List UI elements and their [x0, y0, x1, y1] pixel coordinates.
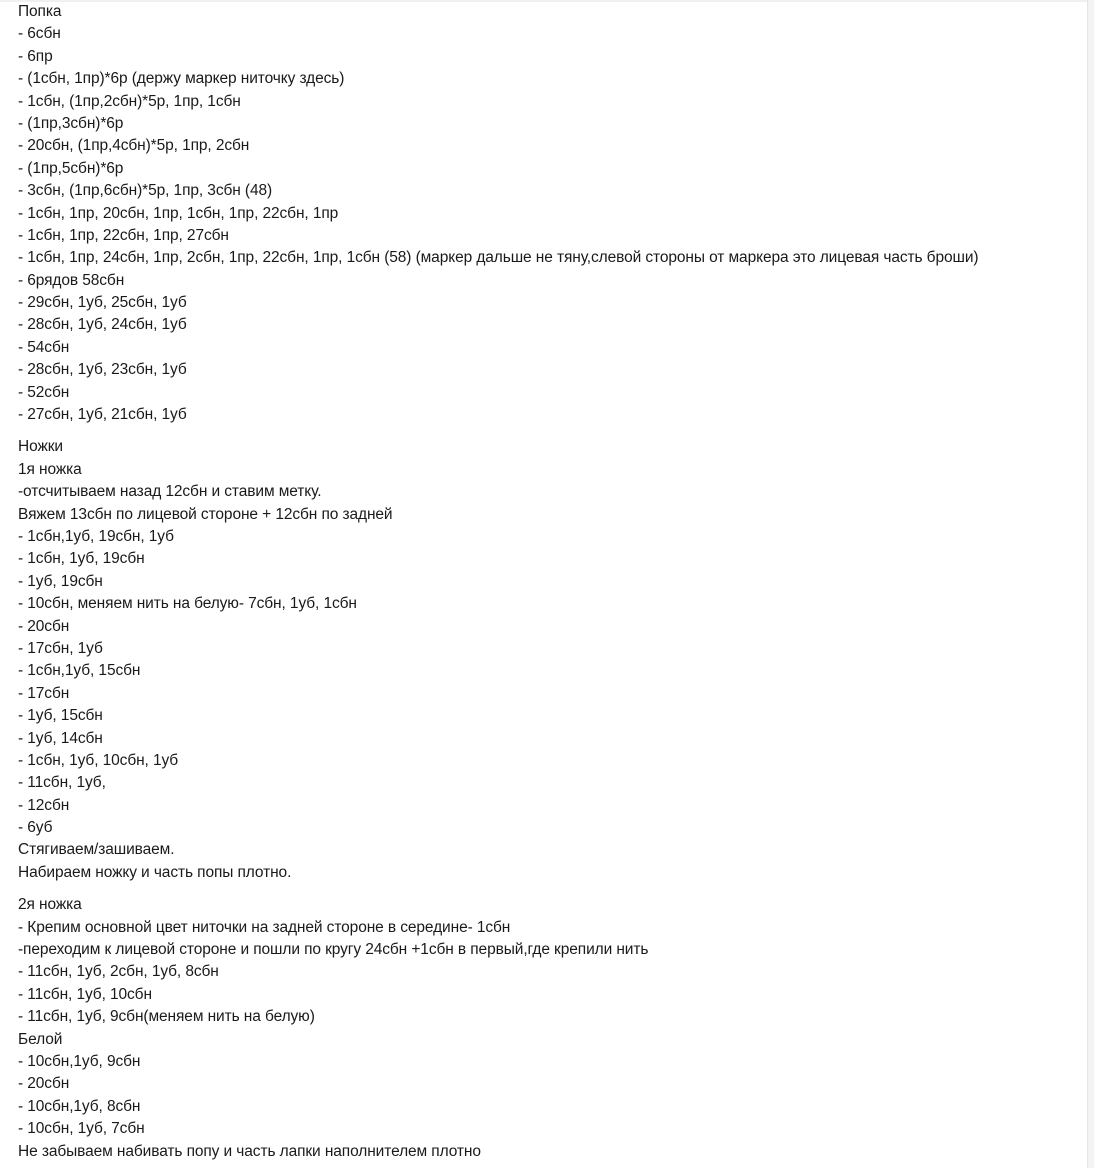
text-line: - 28сбн, 1уб, 23сбн, 1уб	[18, 361, 187, 379]
text-line: - 1сбн, 1пр, 24сбн, 1пр, 2сбн, 1пр, 22сбн, 1пр, 1сбн (58) (маркер дальше не тяну,слевой стороны от маркера это лицевая часть броши)	[18, 249, 979, 267]
text-line: - 12сбн	[18, 796, 70, 814]
text-line: - 6пр	[18, 47, 53, 65]
text-line: - 54сбн	[18, 338, 70, 356]
text-line: - 20сбн	[18, 617, 70, 635]
text-line: - 1сбн, 1пр, 22сбн, 1пр, 27сбн	[18, 226, 229, 244]
text-line: - 6сбн	[18, 25, 61, 43]
text-line: Ножки	[18, 438, 63, 456]
text-line: - 1сбн, 1уб, 10сбн, 1уб	[18, 751, 179, 769]
text-line: - 11сбн, 1уб, 10сбн	[18, 985, 152, 1003]
text-line: - 1сбн, (1пр,2сбн)*5р, 1пр, 1сбн	[18, 92, 241, 110]
text-line: Вяжем 13сбн по лицевой стороне + 12сбн по задней	[18, 505, 393, 523]
text-line: - Крепим основной цвет ниточки на задней стороне в середине- 1сбн	[18, 918, 511, 936]
text-line: - 1уб, 14сбн	[18, 729, 103, 747]
text-line: Белой	[18, 1030, 63, 1048]
text-line: - 10сбн,1уб, 8сбн	[18, 1097, 141, 1115]
section-popka	[18, 1, 1078, 426]
text-line: - 52сбн	[18, 383, 70, 401]
text-line: 1я ножка	[18, 460, 82, 478]
section-second-leg	[18, 894, 1078, 1163]
text-line: - 6уб	[18, 819, 53, 837]
text-line: - 27сбн, 1уб, 21сбн, 1уб	[18, 406, 187, 424]
text-line: - 1уб, 19сбн	[18, 572, 103, 590]
section-legs	[18, 436, 1078, 884]
text-line: - 17сбн	[18, 684, 70, 702]
text-line: - 3сбн, (1пр,6сбн)*5р, 1пр, 3сбн (48)	[18, 182, 273, 200]
text-line: - 11сбн, 1уб, 9сбн(меняем нить на белую)	[18, 1008, 315, 1026]
text-line: - 10сбн, меняем нить на белую- 7сбн, 1уб, 1сбн	[18, 595, 357, 613]
scrollbar[interactable]	[1087, 0, 1094, 1168]
text-line: Стягиваем/зашиваем.	[18, 841, 175, 859]
text-line: -отсчитываем назад 12сбн и ставим метку.	[18, 483, 322, 501]
text-line: - 1сбн, 1пр, 20сбн, 1пр, 1сбн, 1пр, 22сбн, 1пр	[18, 204, 339, 222]
text-line: - (1сбн, 1пр)*6р (держу маркер ниточку здесь)	[18, 70, 345, 88]
text-line: - 1сбн, 1уб, 19сбн	[18, 550, 145, 568]
text-line: - 17сбн, 1уб	[18, 639, 103, 657]
text-line: - 29сбн, 1уб, 25сбн, 1уб	[18, 294, 187, 312]
text-line: - 11сбн, 1уб, 2сбн, 1уб, 8сбн	[18, 963, 219, 981]
text-line: - 11сбн, 1уб,	[18, 774, 106, 792]
text-line: - 10сбн, 1уб, 7сбн	[18, 1120, 145, 1138]
text-line: - (1пр,3сбн)*6р	[18, 114, 124, 132]
text-line: -переходим к лицевой стороне и пошли по кругу 24сбн +1сбн в первый,где крепили нить	[18, 941, 649, 959]
text-line: - 28сбн, 1уб, 24сбн, 1уб	[18, 316, 187, 334]
text-line: - 6рядов 58сбн	[18, 271, 125, 289]
text-line: - 1сбн,1уб, 19сбн, 1уб	[18, 527, 174, 545]
text-line: - 10сбн,1уб, 9сбн	[18, 1052, 141, 1070]
document-body	[18, 1, 1078, 1173]
text-line: - (1пр,5сбн)*6р	[18, 159, 124, 177]
text-line: 2я ножка	[18, 896, 82, 914]
text-line: Попка	[18, 3, 62, 20]
text-line: - 1уб, 15сбн	[18, 707, 103, 725]
text-line: - 20сбн, (1пр,4сбн)*5р, 1пр, 2сбн	[18, 137, 250, 155]
text-line: Набираем ножку и часть попы плотно.	[18, 863, 292, 881]
text-line: - 20сбн	[18, 1075, 70, 1093]
text-line: - 1сбн,1уб, 15сбн	[18, 662, 141, 680]
text-line: Не забываем набивать попу и часть лапки наполнителем плотно	[18, 1142, 481, 1160]
